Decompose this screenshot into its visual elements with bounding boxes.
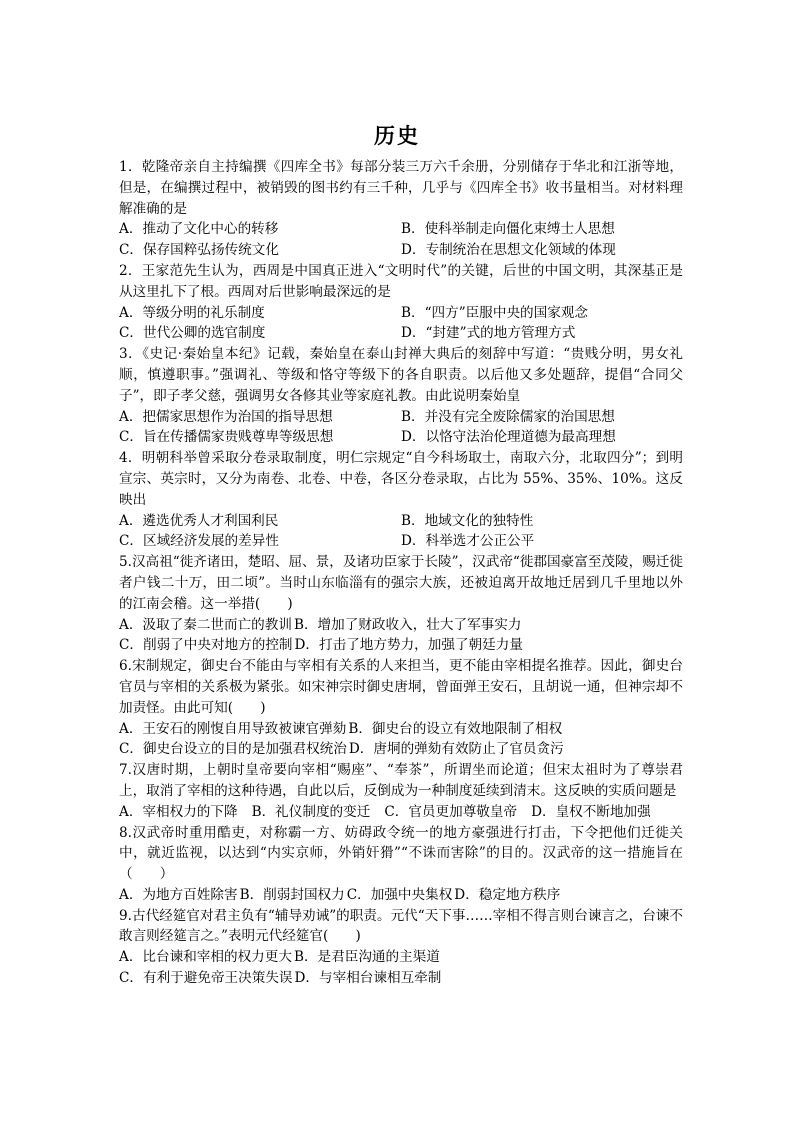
option-a: A．为地方百姓除害: [119, 886, 238, 903]
option-row: [119, 407, 683, 428]
option-row: [119, 739, 683, 760]
option-c: C．区域经济发展的差异性: [119, 533, 279, 550]
option-row: [119, 635, 683, 656]
question-list: [119, 157, 683, 989]
option-row: [119, 531, 683, 552]
option-b: B．并没有完全废除儒家的治国思想: [401, 408, 615, 425]
option-c: C．保存国粹弘扬传统文化: [119, 242, 279, 259]
option-a: A．比台谏和宰相的权力更大: [119, 949, 292, 966]
option-d: D．稳定地方秩序: [454, 886, 561, 903]
option-row: [119, 947, 683, 968]
option-d: D．以恪守法治伦理道德为最高理想: [401, 429, 616, 446]
option-a: A．推动了文化中心的转移: [119, 221, 279, 238]
option-c: C．加强中央集权: [346, 886, 453, 903]
option-row: [119, 303, 683, 324]
question-8: [119, 823, 683, 906]
question-4: [119, 448, 683, 552]
question-7: [119, 760, 683, 822]
option-d: D．皇权不断地加强: [531, 803, 651, 820]
option-b: B．削弱封国权力: [239, 886, 345, 903]
option-d: D．与宰相台谏相互牵制: [294, 970, 442, 987]
option-c: C．官员更加尊敬皇帝: [384, 803, 518, 820]
option-d: D．打击了地方势力，加强了朝廷力量: [294, 637, 523, 654]
option-d: D．唐垌的弹劾有效防止了官员贪污: [348, 741, 564, 758]
question-5: [119, 552, 683, 656]
option-row: [119, 968, 683, 989]
option-c: C．御史台设立的目的是加强君权统治: [119, 741, 347, 758]
option-a: A．把儒家思想作为治国的指导思想: [119, 408, 333, 425]
option-b: B．御史台的设立有效地限制了相权: [348, 720, 563, 737]
option-row: [119, 427, 683, 448]
option-row: [119, 802, 683, 823]
option-b: B．是君臣沟通的主渠道: [293, 949, 440, 966]
question-stem: 5.汉高祖“徙齐诸田，楚昭、屈、景，及诸功臣家于长陵”，汉武帝“徙郡国豪富至茂陵，赐迁徙者户钱二十万，田二顷”。当时山东临淄有的强宗大族，还被迫离开故地迁居到几千里地以外的江南会稽。这一举措( ): [119, 554, 683, 612]
option-row: [119, 219, 683, 240]
option-c: C．旨在传播儒家贵贱尊卑等级思想: [119, 429, 334, 446]
option-d: D．科举选才公正公平: [401, 533, 535, 550]
option-d: D．“封建”式的地方管理方式: [401, 325, 576, 342]
question-9: [119, 906, 683, 989]
option-c: C．世代公卿的选官制度: [119, 325, 266, 342]
question-1: [119, 157, 683, 261]
question-stem: 8.汉武帝时重用酷吏，对称霸一方、妨碍政令统一的地方豪强进行打击，下令把他们迁徙关中，就近监视，以达到“内实京师，外销奸猾”“不诛而害除”的目的。汉武帝的这一措施旨在（ ）: [119, 824, 683, 883]
question-stem: 9.古代经筵官对君主负有“辅导劝诫”的职责。元代“天下事……宰相不得言则台谏言之，台谏不敢言则经筵言之。”表明元代经筵官( ): [119, 907, 683, 945]
option-b: B．使科举制走向僵化束缚士人思想: [401, 221, 615, 238]
option-d: D．专制统治在思想文化领域的体现: [401, 242, 616, 259]
option-a: A．汲取了秦二世而亡的教训: [119, 616, 292, 633]
question-2: [119, 261, 683, 344]
option-row: [119, 719, 683, 740]
option-row: [119, 885, 683, 906]
option-row: [119, 615, 683, 636]
option-a: A．王安石的刚愎自用导致被谏官弹劾: [119, 720, 347, 737]
question-stem: 7.汉唐时期，上朝时皇帝要向宰相“赐座”、“奉茶”，所谓坐而论道；但宋太祖时为了尊崇君上，取消了宰相的这种待遇，自此以后，反倒成为一种制度延续到清末。这反映的实质问题是: [119, 762, 683, 799]
option-a: A．遴选优秀人才利国利民: [119, 512, 279, 529]
option-b: B．增加了财政收入，壮大了军事实力: [293, 616, 522, 633]
option-a: A．宰相权力的下降: [119, 803, 238, 820]
question-3: [119, 344, 683, 448]
option-b: B．“四方”臣服中央的国家观念: [401, 304, 589, 321]
option-c: C．有利于避免帝王决策失误: [119, 970, 293, 987]
option-a: A．等级分明的礼乐制度: [119, 304, 265, 321]
question-stem: 4．明朝科举曾采取分卷录取制度，明仁宗规定“自今科场取士，南取六分，北取四分”；到明宣宗、英宗时，又分为南卷、北卷、中卷，各区分卷录取，占比为 55%、35%、10%。这反映出: [119, 450, 683, 508]
option-b: B．礼仪制度的变迁: [251, 803, 371, 820]
question-6: [119, 656, 683, 760]
question-stem: 6.宋制规定，御史台不能由与宰相有关系的人来担当，更不能由宰相提名推荐。因此，御史台官员与宰相的关系极为紧张。如宋神宗时御史唐垌，曾面弹王安石，且胡说一通，但神宗却不加责怪。由此可知( ): [119, 658, 683, 716]
option-b: B．地域文化的独特性: [401, 512, 534, 529]
option-c: C．削弱了中央对地方的控制: [119, 637, 293, 654]
question-stem: 1．乾隆帝亲自主持编撰《四库全书》每部分装三万六千余册，分别储存于华北和江浙等地，但是，在编撰过程中，被销毁的图书约有三千种，几乎与《四库全书》收书量相当。对材料理解准确的是: [119, 159, 683, 217]
option-row: [119, 511, 683, 532]
question-stem: 3．《史记·秦始皇本纪》记载，秦始皇在泰山封禅大典后的刻辞中写道：“贵贱分明，男女礼顺，慎遵职事。”强调礼、等级和恪守等级下的各自职责。以后他又多处题辞，提倡“合同父子”，即子孝父慈，强调男女各修其业等家庭礼教。由此说明秦始皇: [119, 346, 683, 404]
page-title: 历史: [374, 123, 420, 148]
option-row: [119, 323, 683, 344]
option-row: [119, 240, 683, 261]
question-stem: 2．王家范先生认为，西周是中国真正进入“文明时代”的关键，后世的中国文明，其深基正是从这里扎下了根。西周对后世影响最深远的是: [119, 262, 683, 300]
